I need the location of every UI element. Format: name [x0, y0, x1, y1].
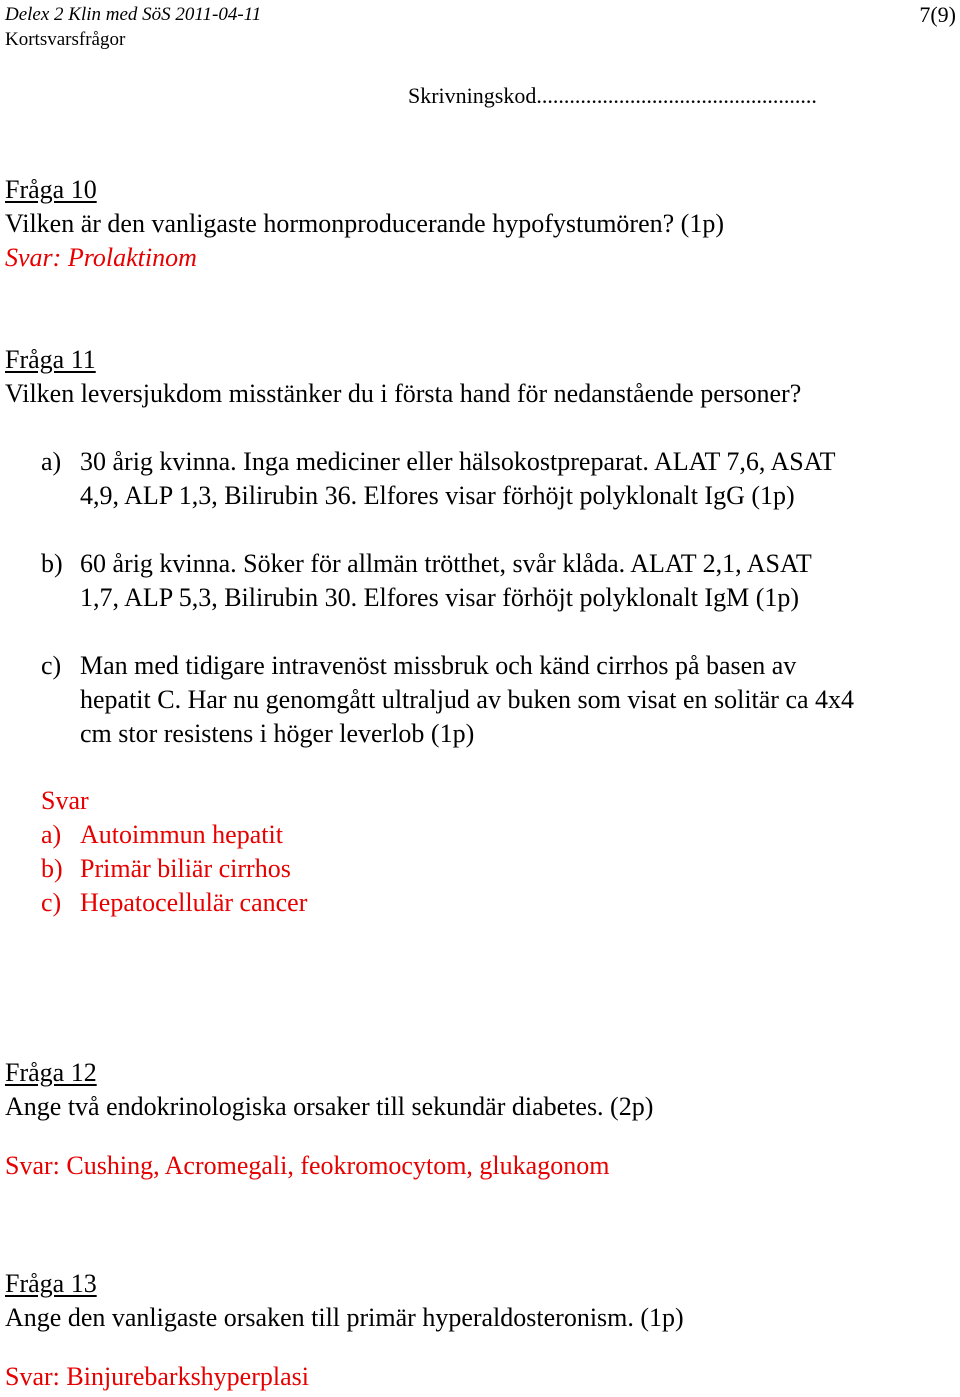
- item-label: b): [41, 549, 63, 578]
- question-13-text: Ange den vanligaste orsaken till primär hyperaldosteronism. (1p): [5, 1303, 684, 1332]
- item-line: 60 årig kvinna. Söker för allmän trötthet, svår klåda. ALAT 2,1, ASAT: [80, 549, 812, 578]
- item-line: 30 årig kvinna. Inga mediciner eller hälsokostpreparat. ALAT 7,6, ASAT: [80, 447, 836, 476]
- header-course: Delex 2 Klin med SöS 2011-04-11: [5, 4, 262, 25]
- exam-code-field: Skrivningskod...................................................: [408, 83, 817, 108]
- item-line: cm stor resistens i höger leverlob (1p): [80, 719, 475, 748]
- answer-label: b): [41, 854, 63, 883]
- question-12-text: Ange två endokrinologiska orsaker till sekundär diabetes. (2p): [5, 1092, 654, 1121]
- question-13-answer: Svar: Binjurebarkshyperplasi: [5, 1362, 309, 1391]
- answer-text: Autoimmun hepatit: [80, 820, 283, 849]
- question-12-answer: Svar: Cushing, Acromegali, feokromocytom, glukagonom: [5, 1151, 610, 1180]
- question-11-item-b: [41, 547, 960, 615]
- question-10-title: Fråga 10: [5, 175, 97, 204]
- item-label: a): [41, 447, 62, 476]
- answer-text: Hepatocellulär cancer: [80, 888, 308, 917]
- question-11-item-c: [41, 649, 960, 751]
- item-label: c): [41, 651, 62, 680]
- question-11-title: Fråga 11: [5, 345, 96, 374]
- item-line: 4,9, ALP 1,3, Bilirubin 36. Elfores visar förhöjt polyklonalt IgG (1p): [80, 481, 795, 510]
- question-10-answer: Svar: Prolaktinom: [5, 243, 197, 272]
- question-11-answer-c: [41, 886, 960, 920]
- item-line: 1,7, ALP 5,3, Bilirubin 30. Elfores visar förhöjt polyklonalt IgM (1p): [80, 583, 800, 612]
- question-11-text: Vilken leversjukdom misstänker du i första hand för nedanstående personer?: [5, 379, 802, 408]
- item-line: Man med tidigare intravenöst missbruk och känd cirrhos på basen av: [80, 651, 797, 680]
- question-11-answer-a: [41, 818, 960, 852]
- answer-text: Primär biliär cirrhos: [80, 854, 291, 883]
- header-subtitle: Kortsvarsfrågor: [5, 29, 126, 50]
- answer-label: c): [41, 888, 62, 917]
- question-13-title: Fråga 13: [5, 1269, 97, 1298]
- question-10-text: Vilken är den vanligaste hormonproducerande hypofystumören? (1p): [5, 209, 724, 238]
- question-12-title: Fråga 12: [5, 1058, 97, 1087]
- item-line: hepatit C. Har nu genomgått ultraljud av buken som visat en solitär ca 4x4: [80, 685, 855, 714]
- question-11-answer-b: [41, 852, 960, 886]
- question-11-item-a: [41, 445, 960, 513]
- question-11-answer-heading: Svar: [41, 786, 89, 815]
- answer-label: a): [41, 820, 62, 849]
- page-number: 7(9): [919, 2, 956, 27]
